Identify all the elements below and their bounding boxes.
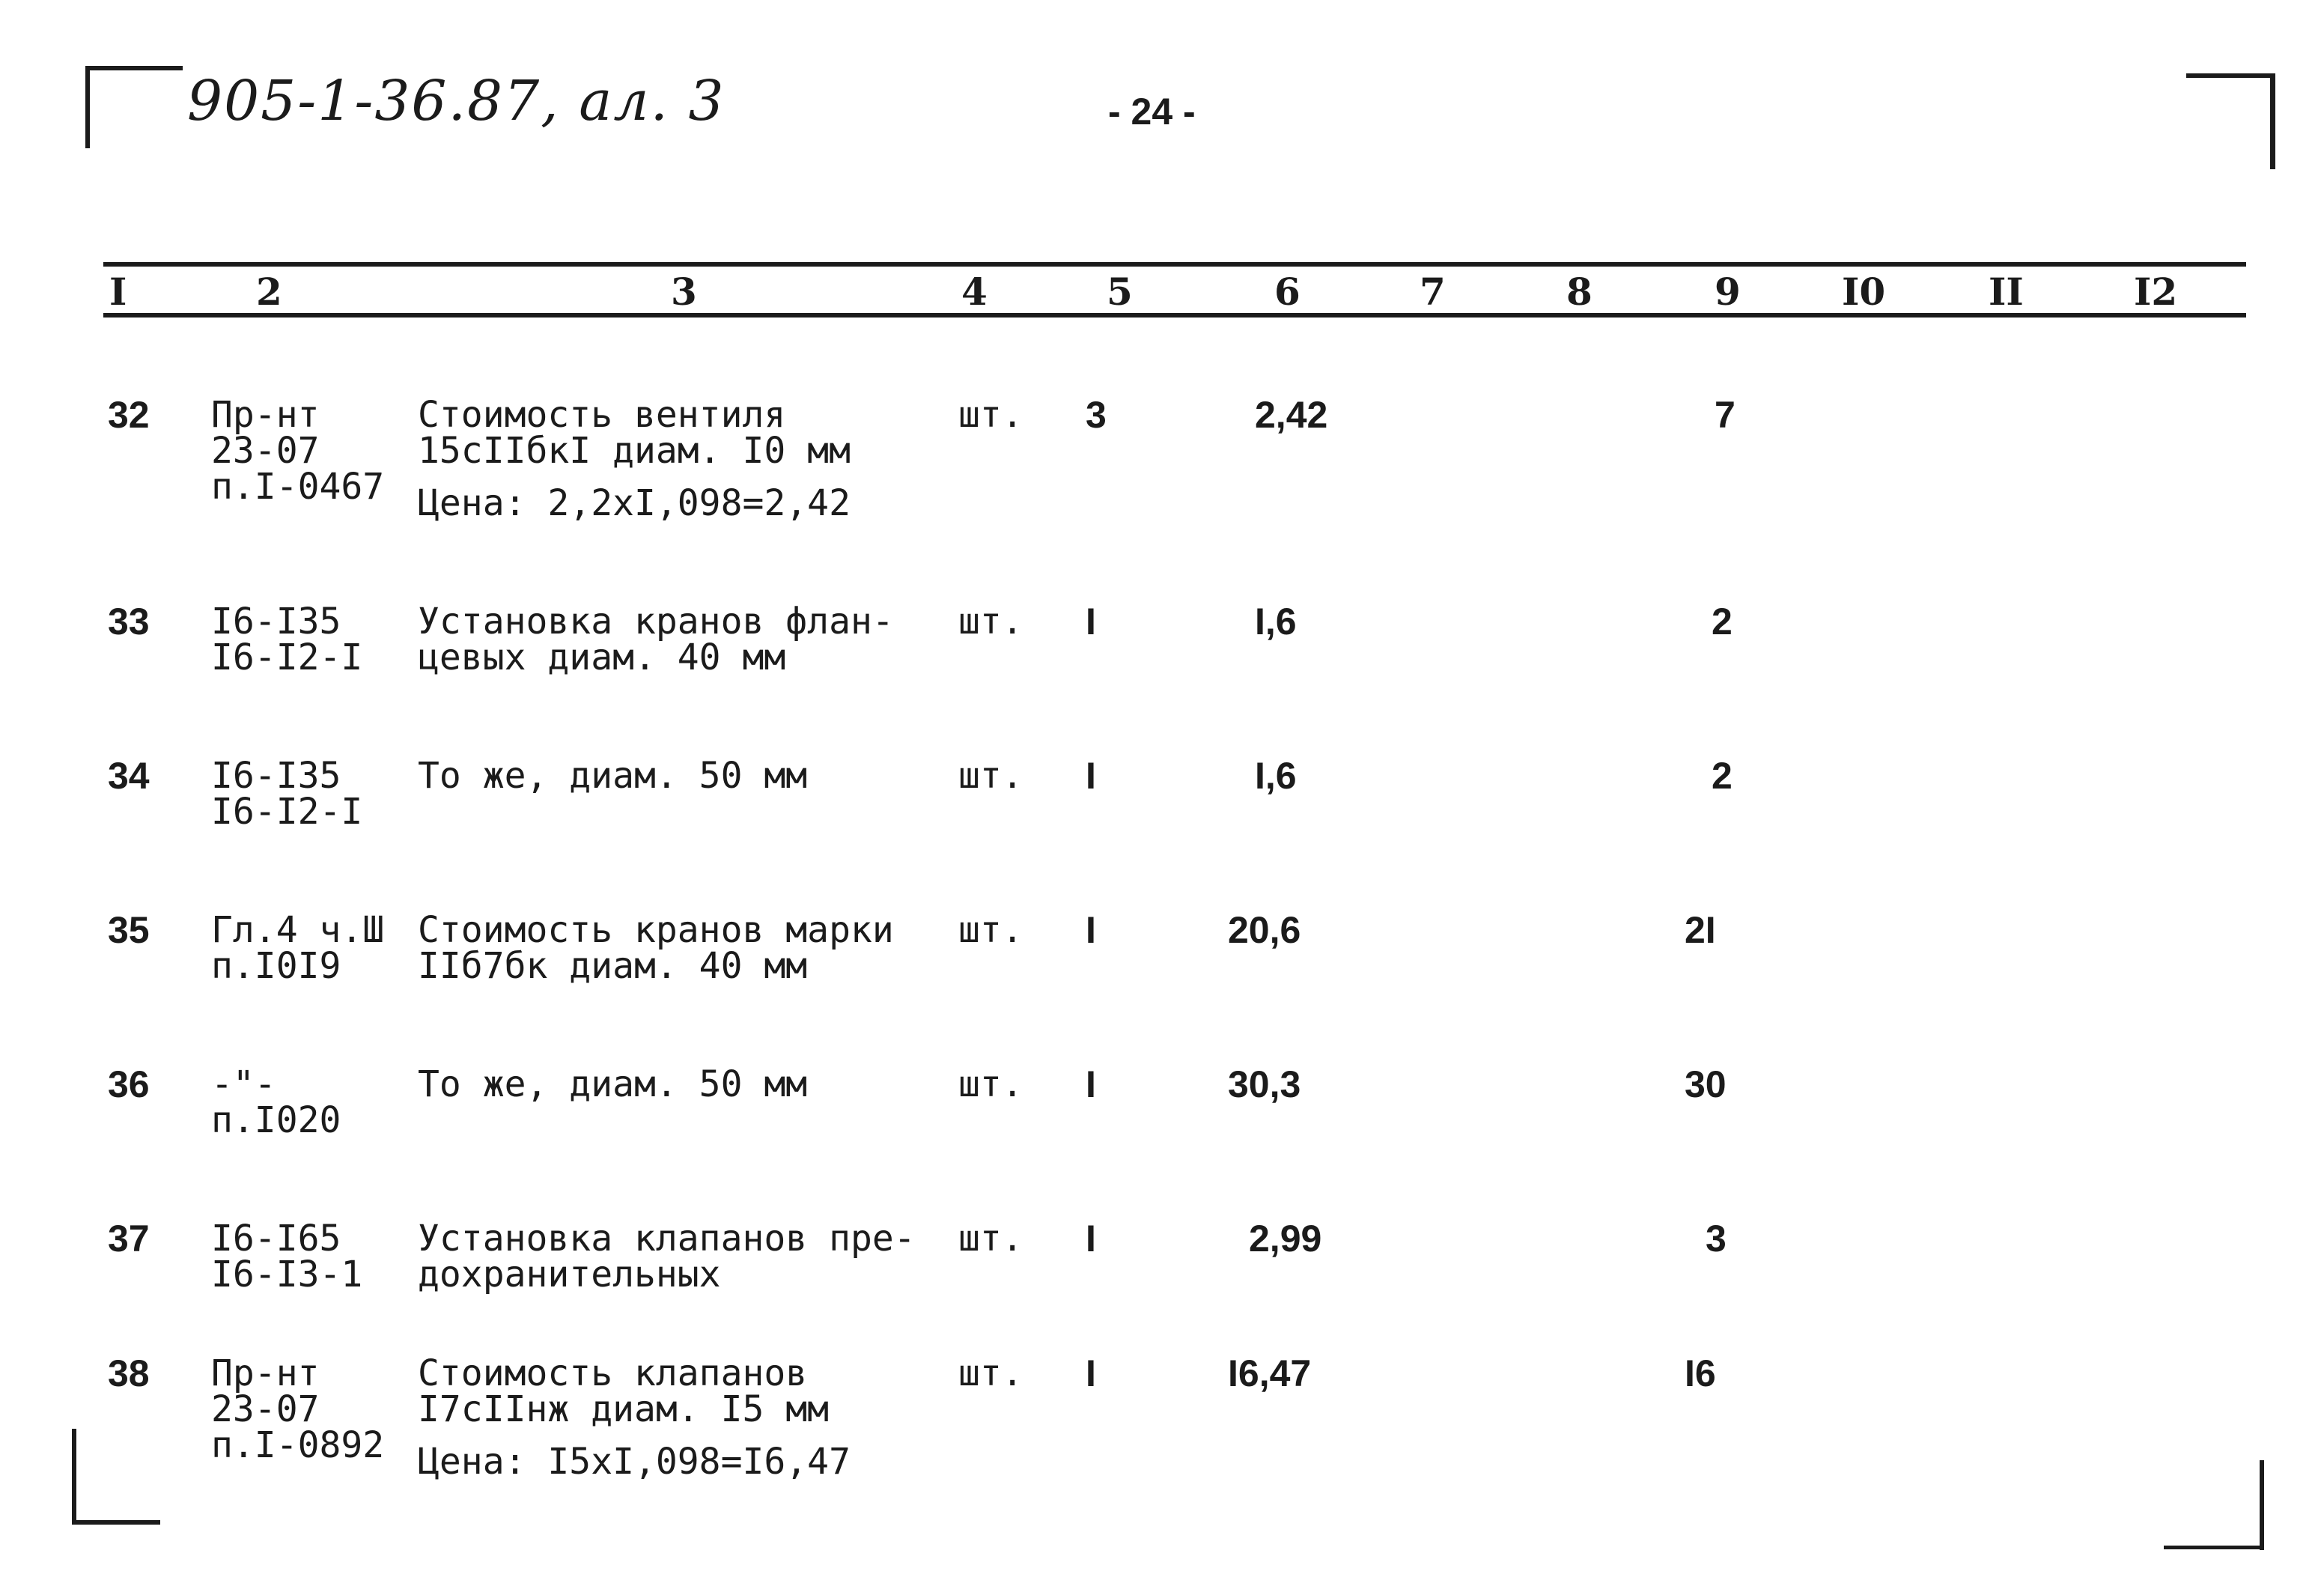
page-number: - 24 -	[1108, 91, 1196, 133]
code-line: I6-I35	[211, 755, 341, 797]
row-total: I6	[1685, 1352, 1716, 1394]
row-code	[211, 755, 363, 833]
description-line: Стоимость клапанов	[418, 1352, 808, 1394]
row-description	[418, 394, 851, 524]
row-code	[211, 909, 385, 987]
row-description	[418, 1063, 808, 1105]
description-line: IIб7бк диам. 40 мм	[418, 945, 808, 987]
frame-corner-bottom-left	[72, 1429, 76, 1525]
row-quantity: I	[1086, 909, 1096, 951]
row-unit: шт.	[958, 909, 1023, 951]
column-header-6: 6	[1274, 270, 1301, 314]
row-number: 37	[108, 1218, 150, 1260]
code-line: -"-	[211, 1063, 276, 1105]
description-line: I7сIIнж диам. I5 мм	[418, 1388, 830, 1430]
row-code	[211, 1352, 385, 1466]
description-line: Установка клапанов пре-	[418, 1218, 916, 1260]
column-header-2: 2	[256, 270, 282, 314]
row-code	[211, 1218, 363, 1295]
description-line: 15сIIбкI диам. I0 мм	[418, 430, 851, 472]
description-line: То же, диам. 50 мм	[418, 1063, 808, 1105]
row-total: 2I	[1685, 909, 1716, 951]
description-line: Стоимость вентиля	[418, 394, 786, 436]
row-unit: шт.	[958, 1063, 1023, 1105]
code-line: I6-I35	[211, 601, 341, 642]
row-quantity: I	[1086, 601, 1096, 642]
code-line: Гл.4 ч.Ш	[211, 909, 385, 951]
row-description	[418, 909, 894, 987]
row-unit: шт.	[958, 755, 1023, 797]
row-code	[211, 1063, 341, 1141]
row-unit: шт.	[958, 601, 1023, 642]
column-header-11: II	[1989, 270, 2024, 314]
row-total: 2	[1712, 601, 1733, 642]
row-unit: шт.	[958, 1352, 1023, 1394]
column-header-8: 8	[1566, 270, 1593, 314]
frame-corner-bottom-right	[2260, 1460, 2264, 1550]
code-line: 23-07	[211, 1388, 320, 1430]
row-number: 35	[108, 909, 150, 951]
description-line: Установка кранов флан-	[418, 601, 894, 642]
code-line: I6-I2-I	[211, 637, 363, 678]
row-quantity: I	[1086, 1352, 1096, 1394]
code-line: 23-07	[211, 430, 320, 472]
row-unit-price: I,6	[1255, 601, 1297, 642]
column-header-12: I2	[2134, 270, 2178, 314]
header-bottom-rule	[103, 313, 2246, 318]
row-unit-price: 20,6	[1228, 909, 1301, 951]
frame-corner-top-left-bar	[85, 66, 183, 70]
row-unit-price: 2,42	[1255, 394, 1328, 436]
code-line: I6-I2-I	[211, 791, 363, 833]
description-line: цевых диам. 40 мм	[418, 637, 786, 678]
code-line: Пр-нт	[211, 394, 320, 436]
column-header-9: 9	[1715, 270, 1741, 314]
row-description	[418, 1352, 851, 1483]
row-quantity: 3	[1086, 394, 1107, 436]
row-unit: шт.	[958, 394, 1023, 436]
column-header-7: 7	[1420, 270, 1446, 314]
row-number: 33	[108, 601, 150, 642]
price-calculation-note: Цена: I5хI,098=I6,47	[418, 1441, 851, 1483]
row-unit: шт.	[958, 1218, 1023, 1260]
code-line: п.I020	[211, 1099, 341, 1141]
row-unit-price: 30,3	[1228, 1063, 1301, 1105]
code-line: п.I0I9	[211, 945, 341, 987]
row-total: 30	[1685, 1063, 1727, 1105]
row-description	[418, 755, 808, 797]
row-total: 3	[1706, 1218, 1727, 1260]
frame-corner-bottom-right-bar	[2164, 1546, 2263, 1549]
code-line: I6-I65	[211, 1218, 341, 1260]
description-line: дохранительных	[418, 1254, 721, 1295]
row-description	[418, 1218, 916, 1295]
frame-corner-top-left	[85, 66, 90, 148]
row-number: 38	[108, 1352, 150, 1394]
row-unit-price: 2,99	[1249, 1218, 1322, 1260]
row-unit-price: I,6	[1255, 755, 1297, 797]
row-total: 2	[1712, 755, 1733, 797]
column-header-3: 3	[671, 270, 697, 314]
frame-corner-top-right	[2270, 73, 2275, 169]
header-top-rule	[103, 262, 2246, 267]
code-line: п.I-0892	[211, 1424, 385, 1466]
row-code	[211, 601, 363, 678]
column-header-5: 5	[1107, 270, 1133, 314]
code-line: п.I-0467	[211, 466, 385, 508]
row-description	[418, 601, 894, 678]
column-header-1: I	[109, 270, 127, 314]
price-calculation-note: Цена: 2,2хI,098=2,42	[418, 482, 851, 524]
handwritten-document-code: 905-1-36.87, ал. 3	[187, 69, 726, 133]
row-unit-price: I6,47	[1228, 1352, 1312, 1394]
row-quantity: I	[1086, 1218, 1096, 1260]
row-number: 32	[108, 394, 150, 436]
row-quantity: I	[1086, 1063, 1096, 1105]
frame-corner-top-right-bar	[2186, 73, 2275, 78]
column-header-10: I0	[1842, 270, 1886, 314]
row-number: 36	[108, 1063, 150, 1105]
row-total: 7	[1715, 394, 1736, 436]
frame-corner-bottom-left-bar	[72, 1520, 160, 1525]
column-header-4: 4	[961, 270, 988, 314]
description-line: То же, диам. 50 мм	[418, 755, 808, 797]
description-line: Стоимость кранов марки	[418, 909, 894, 951]
code-line: Пр-нт	[211, 1352, 320, 1394]
row-number: 34	[108, 755, 150, 797]
row-code	[211, 394, 385, 508]
row-quantity: I	[1086, 755, 1096, 797]
code-line: I6-I3-1	[211, 1254, 363, 1295]
